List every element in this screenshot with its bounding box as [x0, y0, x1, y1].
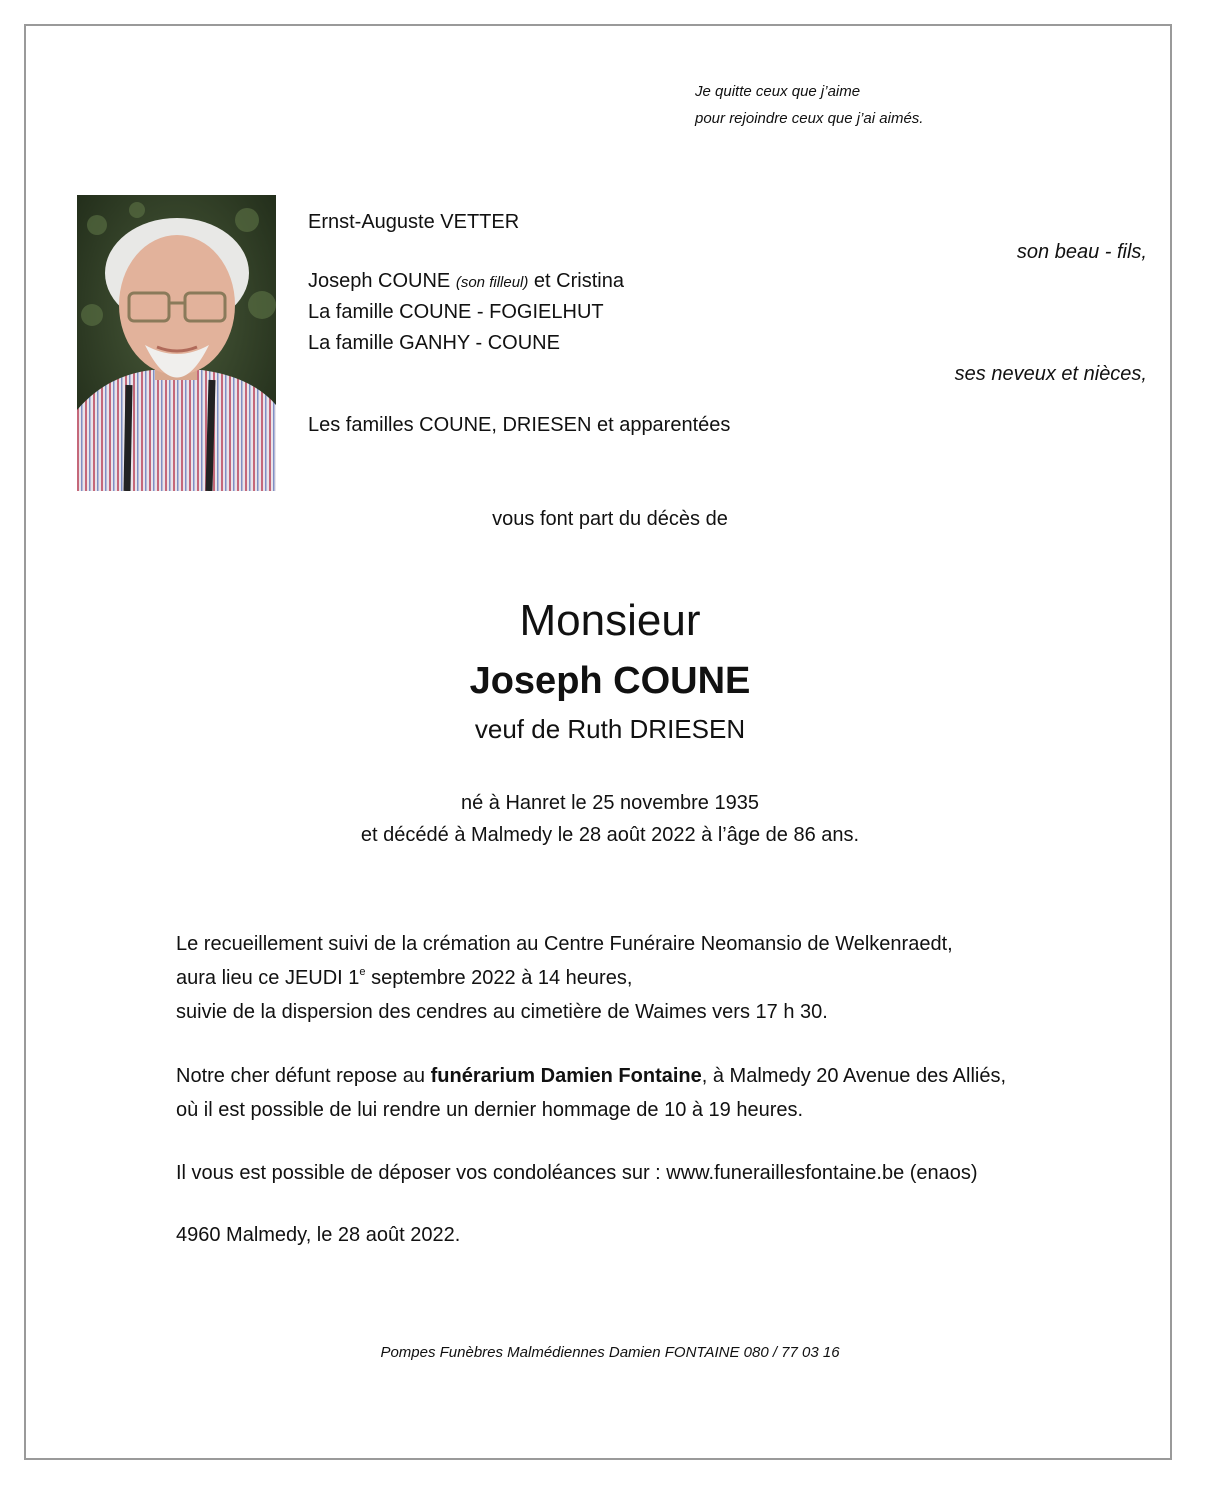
ceremony-line-3: suivie de la dispersion des cendres au cimetière de Waimes vers 17 h 30. [176, 1001, 828, 1023]
announce-text: vous font part du décès de [492, 508, 728, 530]
footer-funeral-home: Pompes Funèbres Malmédiennes Damien FONTAINE 080 / 77 03 16 [380, 1344, 840, 1361]
repose-block [176, 1059, 1006, 1127]
relation-neveux: ses neveux et nièces, [954, 363, 1147, 385]
repose-text-a: Notre cher défunt repose au [176, 1065, 431, 1087]
ceremony-line-1: Le recueillement suivi de la crémation au Centre Funéraire Neomansio de Welkenraedt, [176, 933, 953, 955]
quote-line-2: pour rejoindre ceux que j’ai aimés. [695, 110, 924, 127]
place-date: 4960 Malmedy, le 28 août 2022. [176, 1224, 461, 1246]
funerarium-name: funérarium Damien Fontaine [430, 1065, 702, 1087]
cristina-name: et Cristina [528, 270, 624, 292]
family-ganhy-coune: La famille GANHY - COUNE [308, 332, 560, 354]
filleul-note: (son filleul) [455, 274, 529, 291]
deceased-name: Joseph COUNE [469, 660, 751, 702]
ceremony-line-2 [176, 961, 953, 995]
condolences-text: Il vous est possible de déposer vos condoléances sur : www.funeraillesfontaine.be (enaos) [176, 1162, 978, 1184]
epitaph-quote [695, 78, 923, 132]
ceremony-day: aura lieu ce JEUDI 1 [176, 967, 360, 989]
honorific: Monsieur [519, 596, 701, 645]
ceremony-block [176, 927, 953, 1029]
portrait-photo [77, 195, 276, 491]
family-apparentees: Les familles COUNE, DRIESEN et apparentées [308, 414, 731, 436]
family-joseph-cristina [308, 270, 624, 293]
ceremony-date-time: septembre 2022 à 14 heures, [365, 967, 633, 989]
repose-line-1 [176, 1059, 1006, 1093]
ordinal-suffix: e [359, 966, 366, 978]
quote-line-1: Je quitte ceux que j’aime [695, 83, 861, 100]
relation-beau-fils: son beau - fils, [1016, 241, 1147, 263]
family-vetter: Ernst-Auguste VETTER [308, 211, 520, 233]
birth-info: né à Hanret le 25 novembre 1935 [461, 792, 759, 814]
joseph-name: Joseph COUNE [308, 270, 456, 292]
death-info: et décédé à Malmedy le 28 août 2022 à l’âge de 86 ans. [360, 824, 860, 846]
repose-line-2: où il est possible de lui rendre un dernier hommage de 10 à 19 heures. [176, 1099, 804, 1121]
family-coune-fogielhut: La famille COUNE - FOGIELHUT [308, 301, 604, 323]
widower-of: veuf de Ruth DRIESEN [474, 714, 746, 744]
repose-address: , à Malmedy 20 Avenue des Alliés, [701, 1065, 1007, 1087]
